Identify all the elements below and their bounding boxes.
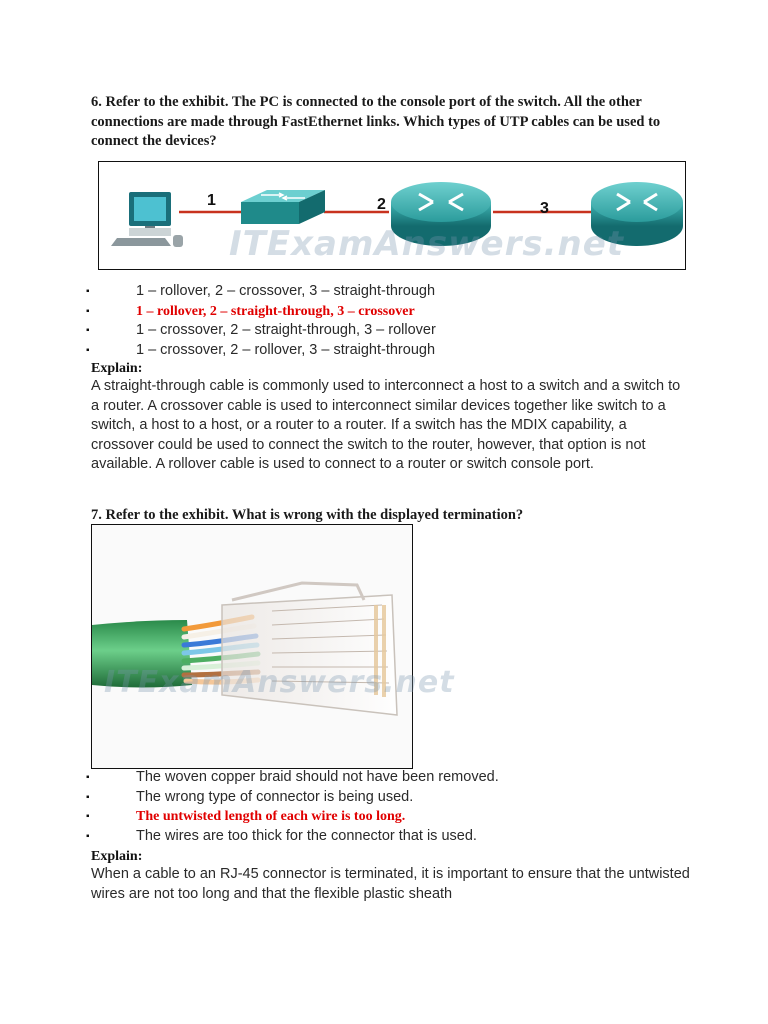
answer-option[interactable]: ▪ 1 – crossover, 2 – rollover, 3 – straight-through <box>86 341 726 361</box>
answer-option[interactable]: ▪ The woven copper braid should not have been removed. <box>86 768 726 788</box>
answer-option-correct[interactable]: ▪ The untwisted length of each wire is too long. <box>86 807 726 827</box>
question-7-options <box>86 768 726 846</box>
answer-option[interactable]: ▪ The wrong type of connector is being used. <box>86 788 726 808</box>
bullet-icon: ▪ <box>86 344 90 356</box>
question-6-text: 6. Refer to the exhibit. The PC is connected to the console port of the switch. All the other connections are made through FastEthernet links. Which types of UTP cables can be used to connect the devices? <box>91 94 661 149</box>
answer-option[interactable]: ▪ The wires are too thick for the connector that is used. <box>86 827 726 847</box>
bullet-icon: ▪ <box>86 791 90 803</box>
pc-icon <box>111 192 183 247</box>
bullet-icon: ▪ <box>86 286 90 297</box>
bullet-icon: ▪ <box>86 305 90 317</box>
bullet-icon: ▪ <box>86 830 90 842</box>
bullet-icon: ▪ <box>86 772 90 783</box>
cable-exhibit <box>91 524 455 769</box>
explain-text: A straight-through cable is commonly used to interconnect a host to a switch and a switch to a router. A crossover cable is used to interconnect similar devices together like switch to a switch, a host to a host, or a router to a router. If a switch has the MDIX capability, a crossover could be used to connect the switch to the router, however, that option is not available. A rollover cable is used to connect to a router or switch console port. <box>91 378 681 472</box>
bullet-icon: ▪ <box>86 811 90 822</box>
explain-text: When a cable to an RJ-45 connector is terminated, it is important to ensure that the untwisted wires are not too long and that the flexible plastic sheath <box>91 866 690 902</box>
watermark: ITExamAnswers.net <box>104 665 455 700</box>
answer-option[interactable]: ▪ 1 – crossover, 2 – straight-through, 3 – rollover <box>86 321 726 341</box>
bullet-icon: ▪ <box>86 325 90 336</box>
switch-icon <box>241 190 325 224</box>
link-label-3: 3 <box>540 200 549 217</box>
question-6-options <box>86 282 726 360</box>
link-label-2: 2 <box>377 196 386 213</box>
answer-option[interactable]: ▪ 1 – rollover, 2 – crossover, 3 – straight-through <box>86 282 726 302</box>
answer-option-correct[interactable]: ▪ 1 – rollover, 2 – straight-through, 3 – crossover <box>86 302 726 322</box>
network-exhibit <box>98 161 686 270</box>
link-label-1: 1 <box>207 192 216 209</box>
watermark: ITExamAnswers.net <box>229 224 625 264</box>
rj45-termination-photo <box>92 525 412 768</box>
explain-heading: Explain: <box>91 361 143 376</box>
question-7-text: 7. Refer to the exhibit. What is wrong with the displayed termination? <box>91 507 524 523</box>
explain-heading: Explain: <box>91 849 143 864</box>
